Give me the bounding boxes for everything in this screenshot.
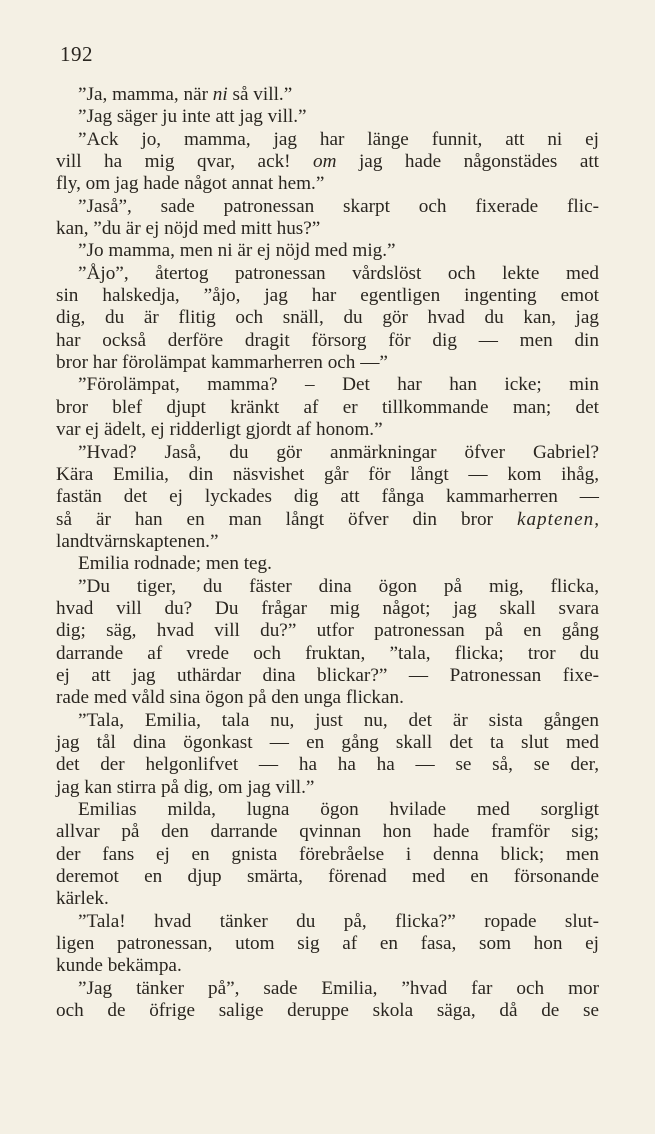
line-text: Emilia rodnade; men teg.	[78, 553, 272, 575]
line-text: jag tål dina ögonkast — en gång skall det ta slut med	[56, 731, 599, 753]
text-line	[56, 397, 599, 419]
line-text: darrande af vrede och fruktan, ”tala, flicka; tror du	[56, 642, 599, 664]
line-text: ”Jo mamma, men ni är ej nöjd med mig.”	[78, 240, 396, 262]
line-text: ”Jag säger ju inte att jag vill.”	[78, 106, 307, 128]
line-text: vill ha mig qvar, ack!	[56, 151, 314, 173]
line-text: ”Hvad? Jaså, du gör anmärkningar öfver Gabriel?	[78, 441, 599, 463]
page-number: 192	[60, 42, 93, 66]
line-text: ligen patronessan, utom sig af en fasa, som hon ej	[56, 933, 599, 955]
text-line	[56, 173, 599, 195]
text-line	[56, 754, 599, 776]
text-line	[56, 844, 599, 866]
line-text: dig, du är flitig och snäll, du gör hvad du kan, jag	[56, 307, 599, 329]
text-line	[56, 218, 599, 240]
text-line	[56, 866, 599, 888]
text-line	[56, 799, 599, 821]
line-text: landtvärnskaptenen.”	[56, 530, 219, 552]
text-line	[56, 374, 599, 396]
line-text: dig; säg, hvad vill du?” utfor patronessan på en gång	[56, 620, 599, 642]
line-text: ”Jaså”, sade patronessan skarpt och fixerade flic-	[78, 195, 599, 217]
line-text: ”Tala, Emilia, tala nu, just nu, det är sista gången	[78, 709, 599, 731]
line-text: så vill.”	[227, 84, 293, 105]
text-line	[56, 352, 599, 374]
text-line	[56, 84, 599, 106]
text-line	[56, 955, 599, 977]
line-text: Kära Emilia, din näsvishet går för långt — kom ihåg,	[56, 463, 599, 485]
line-text: kärlek.	[56, 888, 109, 910]
line-text: var ej ädelt, ej ridderligt gjordt af honom.”	[56, 419, 383, 441]
line-text: hvad vill du? Du frågar mig något; jag skall svara	[56, 597, 599, 619]
line-text: rade med våld sina ögon på den unga flickan.	[56, 687, 404, 709]
text-line	[56, 330, 599, 352]
text-line	[56, 285, 599, 307]
text-line	[56, 978, 599, 1000]
text-line	[56, 1000, 599, 1022]
text-line	[56, 732, 599, 754]
text-line	[56, 307, 599, 329]
text-line	[56, 464, 599, 486]
text-line	[56, 263, 599, 285]
text-line	[56, 486, 599, 508]
text-line	[56, 643, 599, 665]
text-line	[56, 888, 599, 910]
text-line	[56, 509, 599, 531]
line-text: bror blef djupt kränkt af er tillkommande man; det	[56, 396, 599, 418]
line-text: och de öfrige salige deruppe skola säga, då de se	[56, 1000, 599, 1022]
line-text: ej att jag uthärdar dina blickar?” — Patronessan fixe-	[56, 664, 599, 686]
line-text: kan, ”du är ej nöjd med mitt hus?”	[56, 218, 321, 240]
line-text: ”Förolämpat, mamma? – Det har han icke; min	[78, 374, 599, 396]
emphasized-text: om	[313, 151, 337, 173]
line-text: fly, om jag hade något annat hem.”	[56, 173, 325, 195]
text-line	[56, 911, 599, 933]
text-line	[56, 106, 599, 128]
text-line	[56, 933, 599, 955]
line-text: ”Jag tänker på”, sade Emilia, ”hvad far och mor	[78, 977, 599, 999]
line-text: jag hade någonstädes att	[336, 151, 600, 173]
text-line	[56, 687, 599, 709]
line-text: ”Åjo”, återtog patronessan vårdslöst och lekte med	[78, 262, 599, 284]
line-text: ”Du tiger, du fäster dina ögon på mig, flicka,	[78, 575, 599, 597]
line-text: det der helgonlifvet — ha ha ha — se så, se der,	[56, 754, 599, 776]
line-text: jag kan stirra på dig, om jag vill.”	[56, 776, 315, 798]
text-line	[56, 665, 599, 687]
text-line	[56, 576, 599, 598]
line-text: kunde bekämpa.	[56, 955, 182, 977]
text-line	[56, 598, 599, 620]
text-line	[56, 710, 599, 732]
line-text: ”Ja, mamma, när	[78, 84, 213, 105]
line-text: ”Ack jo, mamma, jag har länge funnit, att ni ej	[78, 128, 599, 150]
text-line	[56, 196, 599, 218]
text-line	[56, 553, 599, 575]
emphasized-text: kaptenen	[516, 508, 595, 530]
text-line	[56, 419, 599, 441]
line-text: deremot en djup smärta, förenad med en försonande	[56, 866, 599, 888]
text-line	[56, 821, 599, 843]
text-line	[56, 129, 599, 151]
line-text: Emilias milda, lugna ögon hvilade med sorgligt	[78, 799, 599, 820]
line-text: fastän det ej lyckades dig att fånga kammarherren —	[56, 486, 599, 508]
line-text: ,	[594, 508, 599, 530]
text-line	[56, 151, 599, 173]
line-text: så är han en man långt öfver din bror	[56, 508, 517, 530]
text-line	[56, 442, 599, 464]
emphasized-text: ni	[212, 84, 228, 105]
line-text: sin halskedja, ”åjo, jag har egentligen ingenting emot	[56, 285, 599, 307]
line-text: der fans ej en gnista förebråelse i denna blick; men	[56, 843, 599, 865]
line-text: har också derföre dragit försorg för dig — men din	[56, 329, 599, 351]
body-text	[56, 84, 599, 1022]
text-line	[56, 240, 599, 262]
text-line	[56, 620, 599, 642]
line-text: ”Tala! hvad tänker du på, flicka?” ropade slut-	[78, 910, 599, 932]
line-text: bror har förolämpat kammarherren och —”	[56, 352, 388, 374]
text-line	[56, 777, 599, 799]
line-text: allvar på den darrande qvinnan hon hade framför sig;	[56, 821, 599, 843]
text-line	[56, 531, 599, 553]
